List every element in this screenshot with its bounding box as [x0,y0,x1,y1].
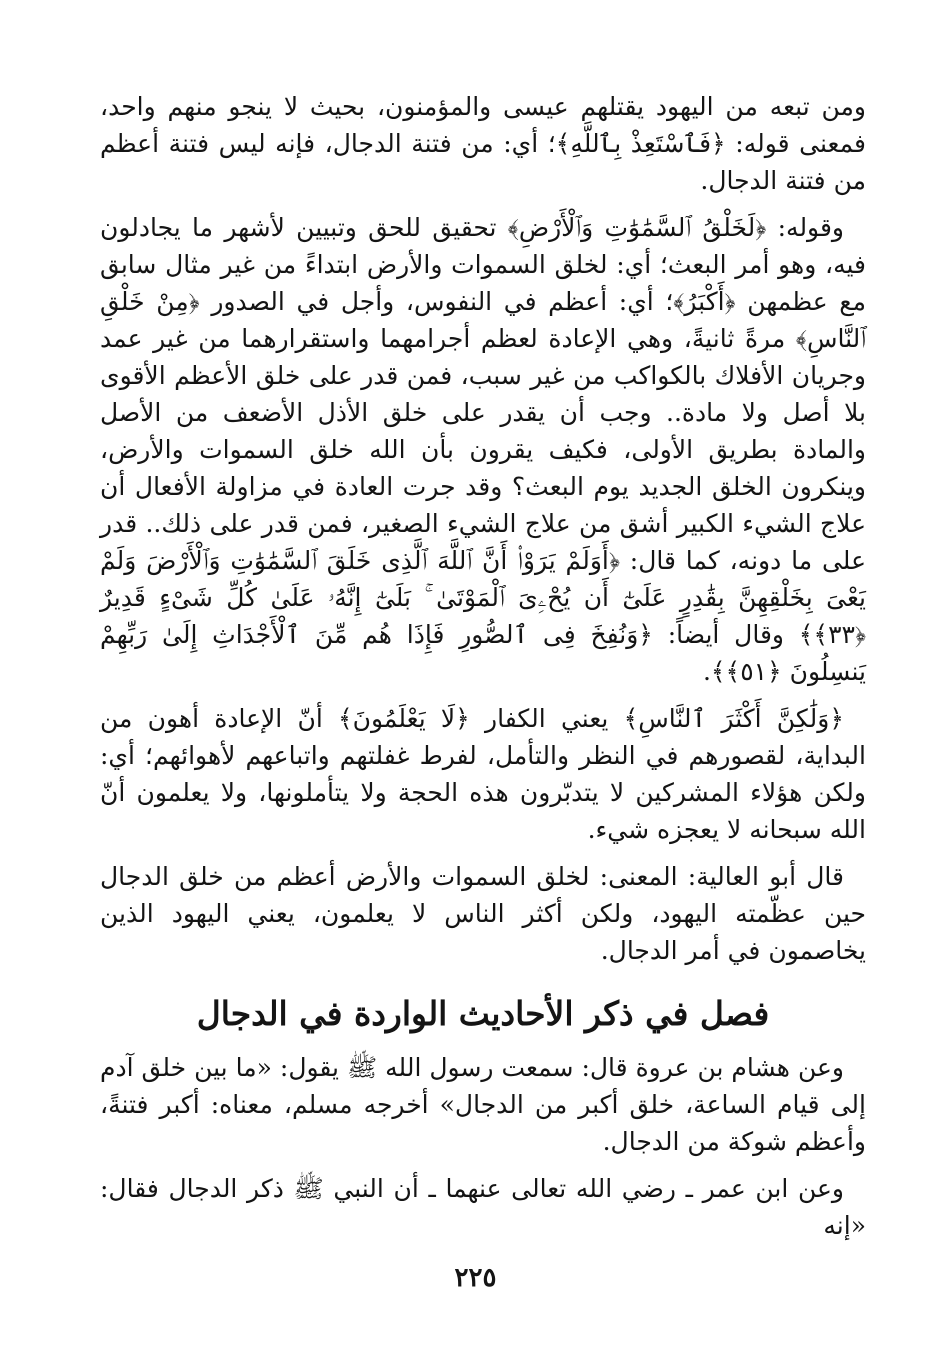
paragraph-most-people [100,700,866,848]
paragraph-text: وعن ابن عمر ـ رضي الله تعالى عنهما ـ أن النبي ﷺ ذكر الدجال فقال: «إنه [100,1174,866,1240]
paragraph-text: ومن تبعه من اليهود يقتلهم عيسى والمؤمنون، بحيث لا ينجو منهم واحد، فمعنى قوله: ﴿فَٱسْتَعِذْ بِٱللَّهِ﴾؛ أي: من فتنة الدجال، فإنه ليس فتنة أعظم من فتنة الدجال. [100,92,866,195]
paragraph-hadith-hisham [100,1049,866,1160]
paragraph-text: وعن هشام بن عروة قال: سمعت رسول الله ﷺ يقول: «ما بين خلق آدم إلى قيام الساعة، خلق أكبر من الدجال» أخرجه مسلم، معناه: أكبر فتنةً، وأعظم شوكة من الدجال. [100,1053,866,1156]
page-body [100,88,866,1254]
paragraph-text: وقوله: ﴿لَخَلْقُ ٱلسَّمَٰوَٰتِ وَٱلْأَرْضِ﴾ تحقيق للحق وتبيين لأشهر ما يجادلون فيه، وهو أمر البعث؛ أي: لخلق السموات والأرض ابتداءً من غير مثال سابق مع عظمهن ﴿أَكْبَرُ﴾؛ أي: أعظم في النفوس، وأجل في الصدور ﴿مِنْ خَلْقِ ٱلنَّاسِ﴾ مرةً ثانيةً، وهي الإعادة لعظم أجرامهما واستقرارهما من غير عمد وجريان الأفلاك بالكواكب من غير سبب، فمن قدر على خلق الأعظم الأقوى بلا أصل ولا مادة.. وجب أن يقدر على خلق الأذل الأضعف من الأصل والمادة بطريق الأولى، فكيف يقرون بأن الله خلق السموات والأرض، وينكرون الخلق الجديد يوم البعث؟ وقد جرت العادة في مزاولة الأفعال أن علاج الشيء الكبير أشق من علاج الشيء الصغير، فمن قدر على ذلك.. قدر على ما دونه، كما قال: ﴿أَوَلَمْ يَرَوْا۟ أَنَّ ٱللَّهَ ٱلَّذِى خَلَقَ ٱلسَّمَٰوَٰتِ وَٱلْأَرْضَ وَلَمْ يَعْىَ بِخَلْقِهِنَّ بِقَٰدِرٍ عَلَىٰٓ أَن يُحْۦِىَ ٱلْمَوْتَىٰ ۚ بَلَىٰٓ إِنَّهُۥ عَلَىٰ كُلِّ شَىْءٍ قَدِيرٌ ﴿٣٣﴾﴾ وقال أيضاً: ﴿وَنُفِخَ فِى ٱلصُّورِ فَإِذَا هُم مِّنَ ٱلْأَجْدَاثِ إِلَىٰ رَبِّهِمْ يَنسِلُونَ ﴿٥١﴾﴾. [100,213,866,686]
paragraph-creation-argument [100,209,866,690]
page-number: ٢٢٥ [454,1263,497,1293]
paragraph-continuation [100,88,866,199]
paragraph-abu-aliya [100,858,866,969]
paragraph-text: ﴿وَلَٰكِنَّ أَكْثَرَ ٱلنَّاسِ﴾ يعني الكفار ﴿لَا يَعْلَمُونَ﴾ أنّ الإعادة أهون من البداية، لقصورهم في النظر والتأمل، لفرط غفلتهم واتباعهم لأهوائهم؛ أي: ولكن هؤلاء المشركين لا يتدبّرون هذه الحجة ولا يتأملونها، ولا يعلمون أنّ الله سبحانه لا يعجزه شيء. [100,704,866,844]
paragraph-text: قال أبو العالية: المعنى: لخلق السموات والأرض أعظم من خلق الدجال حين عظّمته اليهود، ولكن أكثر الناس لا يعلمون، يعني اليهود الذين يخاصمون في أمر الدجال. [100,862,866,965]
chapter-title: فصل في ذكر الأحاديث الواردة في الدجال [196,994,770,1033]
paragraph-hadith-ibn-umar [100,1170,866,1244]
